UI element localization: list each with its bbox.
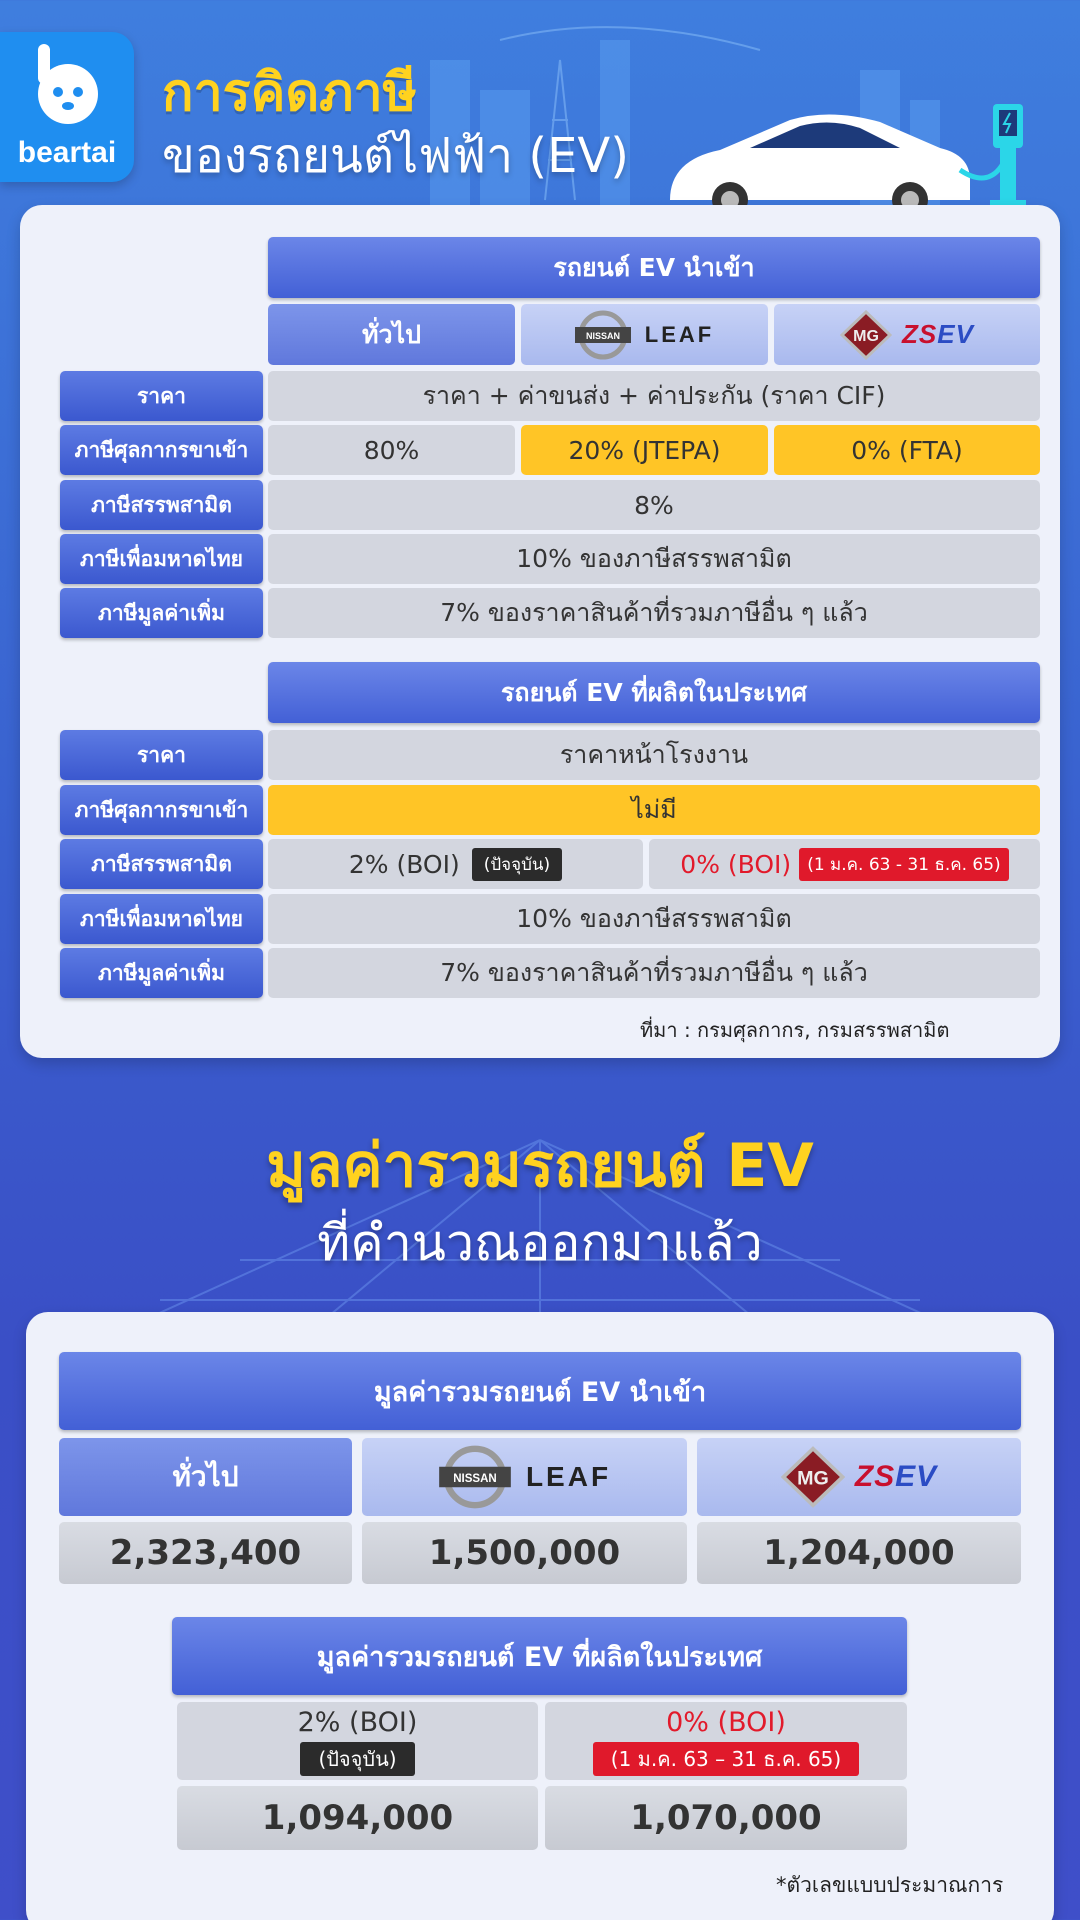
excise-value: 8% (268, 480, 1040, 530)
bear-icon (24, 42, 110, 134)
row-label-vat-domestic: ภาษีมูลค่าเพิ่ม (60, 948, 263, 998)
row-label-interior-tax: ภาษีเพื่อมหาดไทย (60, 534, 263, 584)
zsev-logo-text: ZSEV (854, 1460, 938, 1493)
mg-logo-icon (840, 310, 892, 360)
col-mg-zsev (774, 304, 1040, 365)
domestic-header: รถยนต์ EV ที่ผลิตในประเทศ (268, 662, 1040, 723)
totals-col-mg-zsev (697, 1438, 1021, 1516)
page-subtitle: ของรถยนต์ไฟฟ้า (EV) (162, 128, 629, 184)
excise-boi-current: 2% (BOI) (ปัจจุบัน) (268, 839, 643, 889)
mg-logo-icon (781, 1446, 845, 1508)
domestic-totals-header: มูลค่ารวมรถยนต์ EV ที่ผลิตในประเทศ (172, 1617, 907, 1695)
domestic-vat-value: 7% ของราคาสินค้าที่รวมภาษีอื่น ๆ แล้ว (268, 948, 1040, 998)
tax-calculation-panel (20, 205, 1060, 1058)
col-nissan-leaf (521, 304, 768, 365)
beartai-logo (0, 32, 134, 182)
total-domestic-promo: 1,070,000 (545, 1786, 907, 1850)
logo-text: beartai (17, 136, 117, 169)
domestic-boi-promo-label: 0% (BOI) (1 ม.ค. 63 – 31 ธ.ค. 65) (545, 1702, 907, 1780)
duty-mg: 0% (FTA) (774, 425, 1040, 475)
total-domestic-current: 1,094,000 (177, 1786, 538, 1850)
row-label-excise: ภาษีสรรพสามิต (60, 480, 263, 530)
svg-text:MG: MG (853, 327, 879, 345)
totals-panel (26, 1312, 1054, 1920)
totals-subtitle: ที่คำนวณออกมาแล้ว (317, 1214, 763, 1272)
total-mg: 1,204,000 (697, 1522, 1021, 1584)
duty-general: 80% (268, 425, 515, 475)
row-label-import-duty-domestic: ภาษีศุลกากรขาเข้า (60, 785, 263, 835)
totals-title: มูลค่ารวมรถยนต์ EV (266, 1131, 814, 1201)
promo-period-tag: (1 ม.ค. 63 - 31 ธ.ค. 65) (799, 848, 1009, 881)
svg-text:MG: MG (796, 1467, 829, 1490)
domestic-interior-value: 10% ของภาษีสรรพสามิต (268, 894, 1040, 944)
col-general: ทั่วไป (268, 304, 515, 365)
domestic-boi-current-label: 2% (BOI) (ปัจจุบัน) (177, 1702, 538, 1780)
price-value: ราคา + ค่าขนส่ง + ค่าประกัน (ราคา CIF) (268, 371, 1040, 421)
domestic-price-value: ราคาหน้าโรงงาน (268, 730, 1040, 780)
totals-col-general: ทั่วไป (59, 1438, 352, 1516)
row-label-vat: ภาษีมูลค่าเพิ่ม (60, 588, 263, 638)
nissan-logo-icon (438, 1445, 512, 1509)
zsev-logo-text: ZSEV (902, 319, 974, 349)
row-label-interior-tax-domestic: ภาษีเพื่อมหาดไทย (60, 894, 263, 944)
interior-value: 10% ของภาษีสรรพสามิต (268, 534, 1040, 584)
current-tag: (ปัจจุบัน) (472, 848, 562, 881)
duty-leaf: 20% (JTEPA) (521, 425, 768, 475)
imported-header: รถยนต์ EV นำเข้า (268, 237, 1040, 298)
row-label-price-domestic: ราคา (60, 730, 263, 780)
totals-col-nissan-leaf (362, 1438, 687, 1516)
nissan-logo-icon (575, 310, 631, 360)
domestic-duty-value: ไม่มี (268, 785, 1040, 835)
source-note: ที่มา : กรมศุลกากร, กรมสรรพสามิต (640, 1018, 950, 1042)
estimate-note: *ตัวเลขแบบประมาณการ (776, 1873, 1004, 1897)
imported-totals-header: มูลค่ารวมรถยนต์ EV นำเข้า (59, 1352, 1021, 1430)
leaf-logo-text: LEAF (525, 1461, 612, 1492)
ev-car-charging-illustration (660, 100, 1060, 220)
row-label-import-duty: ภาษีศุลกากรขาเข้า (60, 425, 263, 475)
leaf-logo-text: LEAF (644, 321, 715, 347)
svg-text:NISSAN: NISSAN (453, 1473, 497, 1486)
row-label-excise-domestic: ภาษีสรรพสามิต (60, 839, 263, 889)
vat-value: 7% ของราคาสินค้าที่รวมภาษีอื่น ๆ แล้ว (268, 588, 1040, 638)
excise-boi-promo: 0% (BOI) (1 ม.ค. 63 - 31 ธ.ค. 65) (649, 839, 1040, 889)
page-title: การคิดภาษี (162, 63, 417, 123)
row-label-price: ราคา (60, 371, 263, 421)
svg-text:NISSAN: NISSAN (585, 330, 620, 341)
total-general: 2,323,400 (59, 1522, 352, 1584)
total-leaf: 1,500,000 (362, 1522, 687, 1584)
